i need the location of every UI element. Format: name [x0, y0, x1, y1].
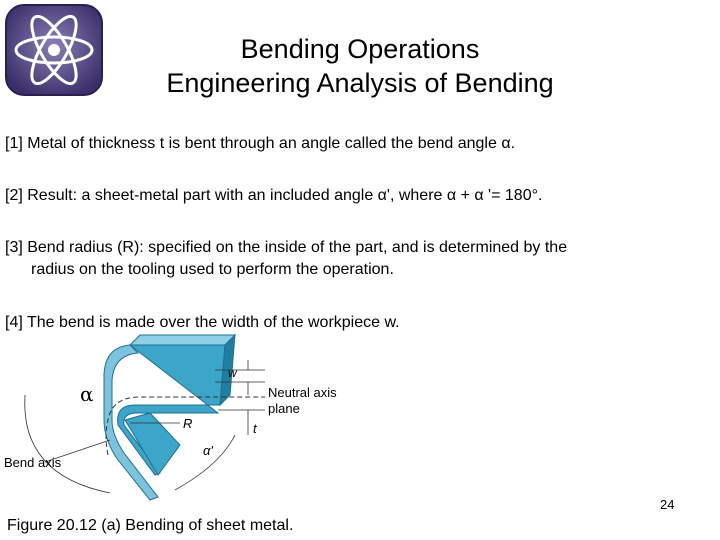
bullet-2: [2] Result: a sheet-metal part with an included angle α', where α + α '= 180°. [5, 187, 543, 204]
w-label: w [228, 366, 237, 380]
bullet-3-line-2: radius on the tooling used to perform the operation. [31, 261, 394, 278]
R-label: R [183, 416, 193, 431]
bullet-3 [5, 237, 705, 281]
title-line-1: Bending Operations [240, 34, 480, 64]
bend-axis-label: Bend axis [4, 455, 62, 470]
page-number: 24 [660, 497, 675, 512]
neutral-axis-label: Neutral axis [268, 385, 337, 400]
bullet-4: [4] The bend is made over the width of the workpiece w. [5, 314, 400, 331]
figure-caption: Figure 20.12 (a) Bending of sheet metal. [7, 517, 294, 534]
t-label: t [253, 421, 257, 436]
alpha-prime-label: α' [203, 443, 213, 458]
flange-top-face [130, 335, 235, 345]
plane-label: plane [268, 401, 300, 416]
bullet-3-line-1: [3] Bend radius (R): specified on the inside of the part, and is determined by the [5, 239, 568, 256]
bullet-1: [1] Metal of thickness t is bent through an angle called the bend angle α. [5, 135, 516, 152]
title-line-2: Engineering Analysis of Bending [166, 68, 554, 98]
atom-logo-icon [5, 4, 103, 96]
alpha-label: α [80, 382, 94, 406]
bending-figure [0, 325, 360, 505]
slide-title [110, 32, 610, 100]
